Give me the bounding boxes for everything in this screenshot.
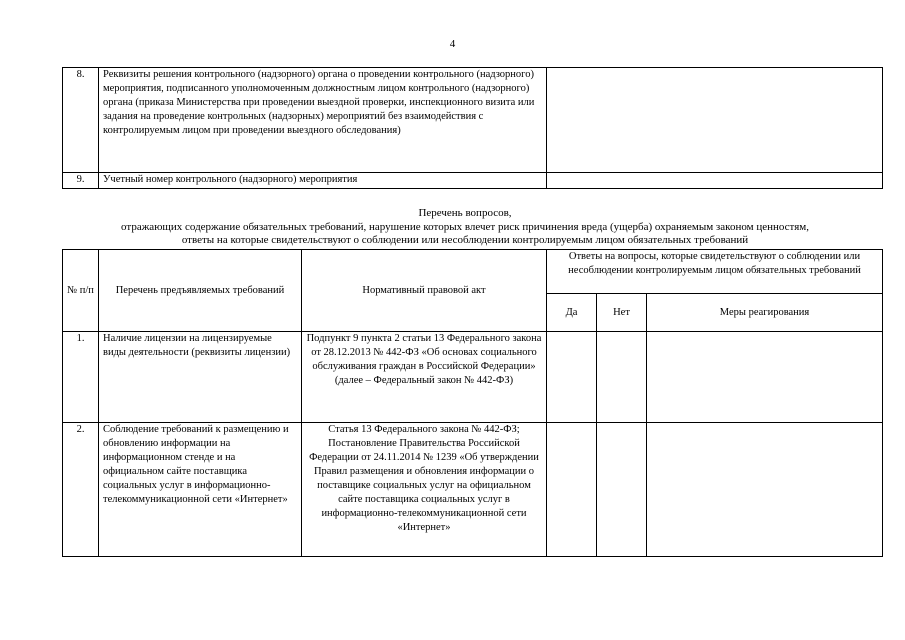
row-act: Статья 13 Федерального закона № 442-ФЗ; Постановление Правительства Российской Федерации от 24.11.2014 № 1239 «Об утверждении Правил размещения и обновления информации о поставщике социальных услуг на официальном сайте поставщика социальных услуг в информационно-телекоммуникационной сети «Интернет»: [302, 423, 547, 557]
heading-line: отражающих содержание обязательных требований, нарушение которых влечет риск причинения вреда (ущерба) охраняемым законом ценностям,: [121, 220, 809, 233]
row-value: [547, 68, 883, 173]
row-label: Учетный номер контрольного (надзорного) мероприятия: [99, 173, 547, 189]
header-requirements: Перечень предъявляемых требований: [99, 250, 302, 332]
row-requirement: Наличие лицензии на лицензируемые виды деятельности (реквизиты лицензии): [99, 332, 302, 423]
table-row: [63, 423, 883, 557]
row-label: Реквизиты решения контрольного (надзорного) органа о проведении контрольного (надзорного) мероприятия, подписанного уполномоченным должностным лицом контрольного (надзорного) органа (приказа Министерства при проведении выездной проверки, инспекционного визита или задания на проведение контрольных (надзорных) мероприятий без взаимодействия с контролируемым лицом при проведении выездного обследования): [99, 68, 547, 173]
row-no: [597, 332, 647, 423]
row-yes: [547, 332, 597, 423]
heading-line: Перечень вопросов,: [418, 207, 512, 219]
row-no: [597, 423, 647, 557]
table-row: [63, 173, 883, 189]
header-measures: Меры реагирования: [647, 294, 883, 332]
row-measures: [647, 332, 883, 423]
row-number: 8.: [63, 68, 99, 173]
questions-table: [62, 249, 883, 557]
header-row: [63, 250, 883, 294]
row-number: 2.: [63, 423, 99, 557]
row-yes: [547, 423, 597, 557]
header-act: Нормативный правовой акт: [302, 250, 547, 332]
row-act: Подпункт 9 пункта 2 статьи 13 Федерального закона от 28.12.2013 № 442-ФЗ «Об основах социального обслуживания граждан в Российской Федерации» (далее – Федеральный закон № 442-ФЗ): [302, 332, 547, 423]
row-requirement: Соблюдение требований к размещению и обновлению информации на информационном стенде и на официальном сайте поставщика социальных услуг в информационно-телекоммуникационной сети «Интернет»: [99, 423, 302, 557]
table-row: [63, 332, 883, 423]
table-row: [63, 68, 883, 173]
questions-heading: [40, 207, 890, 248]
header-no: Нет: [597, 294, 647, 332]
row-measures: [647, 423, 883, 557]
details-table: [62, 67, 883, 189]
header-num: № п/п: [63, 250, 99, 332]
row-number: 1.: [63, 332, 99, 423]
page-number: 4: [449, 38, 456, 50]
row-value: [547, 173, 883, 189]
header-answers: Ответы на вопросы, которые свидетельствуют о соблюдении или несоблюдении контролируемым лицом обязательных требований: [547, 250, 883, 294]
row-number: 9.: [63, 173, 99, 189]
header-yes: Да: [547, 294, 597, 332]
heading-line: ответы на которые свидетельствуют о соблюдении или несоблюдении контролируемым лицом обязательных требований: [181, 234, 749, 246]
